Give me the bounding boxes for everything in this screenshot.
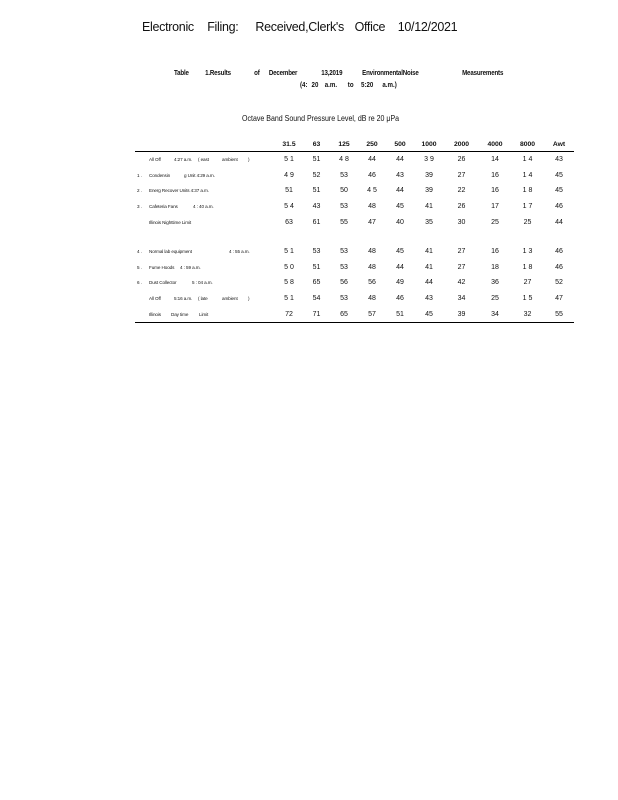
table-cell: 51	[386, 306, 414, 322]
title-word: a.m.)	[382, 80, 397, 89]
table-row	[135, 199, 574, 215]
row-label-part: Dust Collector	[149, 280, 177, 286]
row-index: 6 .	[137, 280, 142, 286]
row-label-part: 4 : 55 a.m.	[229, 249, 250, 255]
row-label-part: ( late	[198, 296, 208, 302]
table-cell: 4 5	[367, 187, 377, 195]
table-cell: 46	[555, 263, 563, 271]
row-label-part: All Off	[149, 157, 161, 163]
table-cell: 1 4	[522, 171, 533, 179]
row-index: 4 .	[137, 249, 142, 255]
row-label-part: Energ Recover Units 4:37 a.m.	[149, 188, 209, 194]
table-cell: 55	[544, 306, 574, 322]
table-row	[135, 275, 574, 291]
table-cell: 65	[330, 306, 358, 322]
table-cell: 57	[358, 306, 386, 322]
row-label-part: Cafeteria Fans	[149, 204, 178, 210]
filing-word-3: Received,Clerk's	[255, 20, 344, 34]
table-cell: 47	[368, 218, 376, 226]
noise-measurements-table	[135, 138, 574, 323]
row-label	[135, 199, 275, 215]
column-header: Awt	[544, 138, 574, 152]
table-cell: 53	[340, 263, 348, 271]
table-cell: 44	[396, 263, 404, 271]
filing-date: 10/12/2021	[397, 20, 458, 34]
title-word: of	[254, 68, 260, 77]
row-label-part: Fume Hoods	[149, 264, 175, 270]
table-cell: 44	[396, 156, 404, 164]
row-label	[135, 275, 275, 291]
table-cell: 46	[555, 248, 563, 256]
filing-stamp	[142, 20, 457, 34]
title-word: to	[347, 80, 354, 89]
table-cell: 72	[275, 306, 303, 322]
row-label	[135, 183, 275, 199]
table-cell: 5 0	[284, 263, 294, 271]
table-cell: 43	[425, 295, 433, 303]
table-cell: 4 9	[284, 171, 294, 179]
table-cell: 27	[457, 248, 466, 256]
title-word: 1.Results	[205, 68, 231, 77]
table-cell: 51	[312, 187, 321, 195]
table-cell: 54	[312, 295, 321, 303]
column-header: 4000	[479, 138, 511, 152]
table-cell: 53	[312, 248, 321, 256]
row-label	[135, 291, 275, 307]
column-header: 31.5	[275, 138, 303, 152]
table-cell: 46	[368, 171, 376, 179]
table-cell: 18	[491, 263, 499, 271]
table-cell: 39	[425, 187, 433, 195]
table-cell: 32	[511, 306, 544, 322]
table-cell: 16	[491, 187, 499, 195]
table-row	[135, 244, 574, 260]
table-cell: 1 3	[522, 248, 533, 256]
table-cell: 25	[523, 218, 532, 226]
table-cell: 5 1	[284, 295, 294, 303]
table-cell: 53	[340, 295, 348, 303]
row-label	[135, 214, 275, 230]
table-cell: 46	[555, 203, 563, 211]
title-word: a.m.	[324, 80, 338, 89]
row-index: 3 .	[137, 204, 142, 210]
table-cell: 46	[396, 295, 404, 303]
column-header: 500	[386, 138, 414, 152]
column-header	[135, 138, 275, 152]
column-header: 63	[303, 138, 330, 152]
table-cell: 36	[491, 279, 499, 287]
table-cell: 26	[457, 203, 466, 211]
table-cell: 44	[368, 156, 376, 164]
table-cell: 43	[396, 171, 404, 179]
table-cell: 51	[312, 156, 321, 164]
column-header: 8000	[511, 138, 544, 152]
table-cell: 25	[491, 218, 499, 226]
table-cell: 34	[479, 306, 511, 322]
row-label	[135, 260, 275, 276]
row-index: 1 .	[137, 172, 142, 178]
table-row	[135, 183, 574, 199]
table-cell: 65	[312, 279, 321, 287]
title-word: EnvironmentalNoise	[362, 68, 419, 77]
row-label	[135, 244, 275, 260]
table-cell: 26	[457, 156, 466, 164]
table-row	[135, 291, 574, 307]
table-cell: 53	[340, 171, 348, 179]
table-cell: 34	[457, 295, 466, 303]
row-label-part: 4 : 59 a.m.	[180, 264, 201, 270]
table-cell: 1 8	[522, 187, 533, 195]
header-row	[135, 138, 574, 152]
row-label	[135, 152, 275, 168]
row-label-part: Normal lab equipment	[149, 249, 192, 255]
row-label-part: ambient	[222, 296, 238, 302]
column-header: 2000	[444, 138, 479, 152]
row-label-part: )	[248, 296, 250, 302]
table-cell: 17	[491, 203, 499, 211]
table-cell: 44	[396, 187, 404, 195]
table-cell: 49	[396, 279, 404, 287]
table-row	[135, 214, 574, 230]
table-cell: 51	[312, 263, 321, 271]
table-cell: 1 4	[522, 156, 533, 164]
table-cell: 41	[425, 203, 433, 211]
table-row	[135, 260, 574, 276]
table-cell: 14	[491, 156, 499, 164]
table-cell: 35	[425, 218, 433, 226]
column-header: 1000	[414, 138, 444, 152]
table-cell: 1 7	[522, 203, 533, 211]
table-cell: 48	[368, 203, 376, 211]
table-cell: 45	[396, 248, 404, 256]
table-cell: 56	[340, 279, 348, 287]
table-title-line-1	[174, 68, 503, 77]
table-cell: 47	[555, 295, 563, 303]
title-word: Measurements	[462, 68, 504, 77]
row-label-part: Day time	[171, 311, 189, 317]
table-cell: 48	[368, 248, 376, 256]
row-index: 5 .	[137, 264, 142, 270]
table-cell: 52	[312, 171, 321, 179]
table-cell: 53	[340, 203, 348, 211]
table-cell: 5 8	[284, 279, 294, 287]
table-cell: 5 1	[284, 156, 294, 164]
filing-word-4: Office	[354, 20, 386, 34]
table-cell: 27	[457, 171, 466, 179]
row-label-part: ( east	[198, 157, 209, 163]
title-word: 20	[311, 80, 319, 89]
table-row	[135, 152, 574, 168]
table-cell: 51	[285, 187, 293, 195]
table-cell: 22	[457, 187, 466, 195]
table-cell: 5 4	[284, 203, 294, 211]
row-label-part: Illinois	[149, 311, 161, 317]
table-cell: 56	[368, 279, 376, 287]
table-cell: 3 9	[424, 156, 434, 164]
spacer-row	[135, 230, 574, 244]
table-cell: 48	[368, 263, 376, 271]
table-cell: 45	[414, 306, 444, 322]
table-cell: 43	[312, 203, 321, 211]
filing-word-2: Filing:	[207, 20, 239, 34]
row-index: 2 .	[137, 188, 142, 194]
table-cell: 4 8	[339, 156, 349, 164]
table-cell: 25	[491, 295, 499, 303]
table-cell: 40	[396, 218, 404, 226]
table-cell: 45	[396, 203, 404, 211]
table-cell: 45	[555, 171, 563, 179]
row-label-part: Condensin	[149, 172, 171, 178]
table-cell: 44	[555, 218, 563, 226]
row-label-part: 4:27 a.m.	[174, 157, 193, 163]
table-cell: 5 1	[284, 248, 294, 256]
table-cell: 53	[340, 248, 348, 256]
table-cell: 30	[457, 218, 466, 226]
table-cell: 44	[425, 279, 433, 287]
row-label	[135, 306, 275, 322]
row-label-part: ambient	[222, 157, 238, 163]
title-word: 5:20	[360, 80, 374, 89]
column-header: 125	[330, 138, 358, 152]
table-cell: 41	[425, 248, 433, 256]
row-label-part: All Off	[149, 296, 161, 302]
table-row	[135, 306, 574, 322]
row-label-part: Limit	[199, 311, 209, 317]
table-cell: 61	[312, 218, 321, 226]
title-word: (4:	[300, 80, 308, 89]
table-title-line-2	[300, 80, 397, 89]
table-cell: 48	[368, 295, 376, 303]
table-cell: 41	[425, 263, 433, 271]
row-label-part: 5:16 a.m.	[174, 296, 193, 302]
column-header: 250	[358, 138, 386, 152]
title-word: December	[268, 68, 298, 77]
table-cell: 43	[555, 156, 563, 164]
table-cell: 1 8	[522, 263, 533, 271]
row-label-part: )	[248, 157, 250, 163]
title-word: Table	[174, 68, 189, 77]
table-cell: 39	[425, 171, 433, 179]
row-label-part: Illinois Nighttime Limit	[149, 219, 192, 225]
table-cell: 45	[555, 187, 563, 195]
table-cell: 39	[444, 306, 479, 322]
table-cell: 55	[340, 218, 348, 226]
row-label-part: 4 : 40 a.m.	[193, 204, 214, 210]
table-cell: 50	[340, 187, 348, 195]
table-cell: 16	[491, 248, 499, 256]
row-label	[135, 168, 275, 184]
table-caption: Octave Band Sound Pressure Level, dB re 20 μPa	[242, 114, 400, 123]
table-cell: 16	[491, 171, 499, 179]
table-cell: 63	[285, 218, 293, 226]
table-cell: 27	[457, 263, 466, 271]
title-word: 13,2019	[321, 68, 343, 77]
table-cell: 42	[457, 279, 466, 287]
row-label-part: g Unit 4:29 a.m.	[184, 172, 215, 178]
table-cell: 71	[303, 306, 330, 322]
filing-word-1: Electronic	[142, 20, 194, 34]
table-row	[135, 168, 574, 184]
table-cell: 52	[555, 279, 563, 287]
row-label-part: 5 : 04 a.m.	[192, 280, 213, 286]
table-cell: 1 5	[522, 295, 533, 303]
table-cell: 27	[523, 279, 532, 287]
